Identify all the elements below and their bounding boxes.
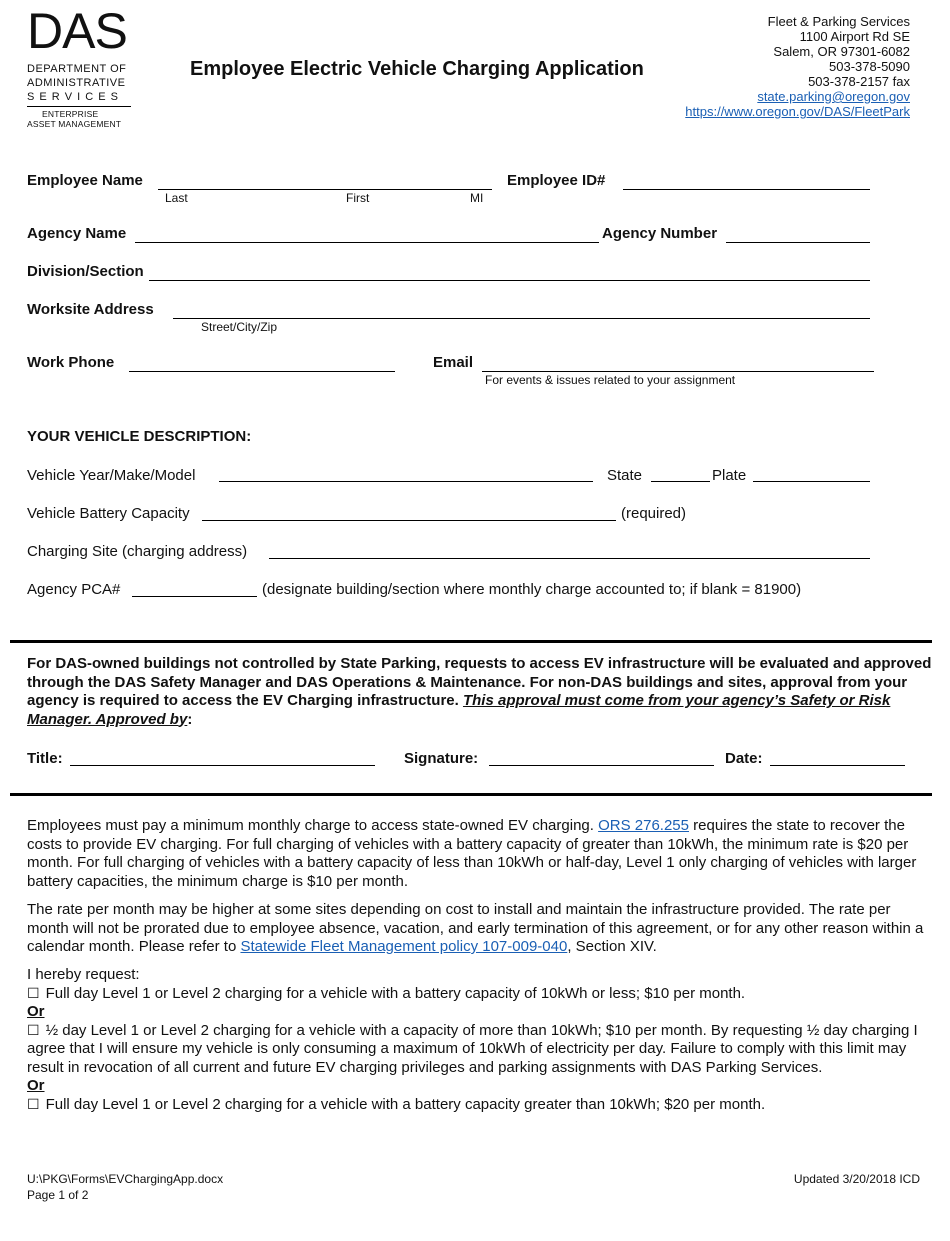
approval-date-label: Date: xyxy=(725,750,763,767)
contact-street: 1100 Airport Rd SE xyxy=(799,29,910,44)
contact-fax: 503-378-2157 fax xyxy=(808,74,910,89)
section-divider-bottom xyxy=(10,793,932,796)
paragraph-rate: The rate per month may be higher at some sites depending on cost to install and maintain the infrastructure provided. The rate per month will not be prorated due to employee absence, vacation, and early termination of this agreement, or for any other reason within a calendar month. Please refer to Statewide Fleet Management policy 107-009-040, Section XIV. xyxy=(27,901,924,955)
mi-hint: MI xyxy=(470,191,484,205)
battery-label: Vehicle Battery Capacity xyxy=(27,505,190,522)
page-title: Employee Electric Vehicle Charging Application xyxy=(190,58,644,80)
section-divider-top xyxy=(10,640,932,643)
logo-line-2: ADMINISTRATIVE xyxy=(27,77,126,89)
option-2[interactable]: ☐ ½ day Level 1 or Level 2 charging for a vehicle with a capacity of more than 10kWh; $10 per month. By requesting ½ day charging I agree that I will ensure my vehicle is only consuming a maximum of 10kWh of electricity per day. Failure to comply with this limit may result in revocation of all current and future EV charging privileges and parking assignments with DAS Parking Services. xyxy=(27,1021,918,1076)
division-label: Division/Section xyxy=(27,263,144,280)
option-1[interactable]: ☐ Full day Level 1 or Level 2 charging for a vehicle with a battery capacity of 10kWh or less; $10 per month. xyxy=(27,984,746,1002)
work-phone-label: Work Phone xyxy=(27,354,115,371)
approval-emphasis: This approval must come from your agency’s Safety or Risk Manager. Approved by xyxy=(27,692,891,728)
state-label: State xyxy=(607,467,643,484)
policy-link[interactable]: Statewide Fleet Management policy 107-009-040 xyxy=(240,938,568,955)
approval-title-label: Title: xyxy=(27,750,63,767)
approval-text: For DAS-owned buildings not controlled by State Parking, requests to access EV infrastructure will be evaluated and approved through the DAS Safety Manager and DAS Operations & Maintenance. For non-DAS buildings and sites, approval from your agency is required to access the EV Charging infrastructure. This approval must come from your agency’s Safety or Risk Manager. Approved by: xyxy=(27,655,932,728)
contact-phone: 503-378-5090 xyxy=(829,59,910,74)
logo-das: DAS xyxy=(27,3,127,59)
vehicle-heading: YOUR VEHICLE DESCRIPTION: xyxy=(27,428,252,445)
state-field[interactable] xyxy=(651,481,710,482)
pca-note: (designate building/section where monthly charge accounted to; if blank = 81900) xyxy=(262,581,802,598)
email-field[interactable] xyxy=(482,371,874,372)
plate-field[interactable] xyxy=(753,481,870,482)
battery-field[interactable] xyxy=(202,520,616,521)
ors-link[interactable]: ORS 276.255 xyxy=(598,817,689,834)
approval-signature-field[interactable] xyxy=(489,765,714,766)
vehicle-ymm-field[interactable] xyxy=(219,481,593,482)
request-section xyxy=(27,966,932,1114)
contact-block xyxy=(685,14,910,119)
employee-name-field[interactable] xyxy=(158,189,492,190)
worksite-field[interactable] xyxy=(173,318,870,319)
approval-date-field[interactable] xyxy=(770,765,905,766)
logo-line-1: DEPARTMENT OF xyxy=(27,63,127,75)
checkbox-option-3[interactable]: ☐ xyxy=(27,1096,40,1113)
pca-field[interactable] xyxy=(132,596,257,597)
request-intro: I hereby request: xyxy=(27,966,140,983)
charging-site-field[interactable] xyxy=(269,558,870,559)
vehicle-ymm-label: Vehicle Year/Make/Model xyxy=(27,467,196,484)
contact-email-link[interactable]: state.parking@oregon.gov xyxy=(757,89,910,104)
battery-required: (required) xyxy=(621,505,687,522)
or-separator-2: Or xyxy=(27,1077,45,1094)
first-hint: First xyxy=(346,191,370,205)
footer-page: Page 1 of 2 xyxy=(27,1188,89,1202)
contact-org: Fleet & Parking Services xyxy=(767,14,910,29)
agency-name-label: Agency Name xyxy=(27,225,127,242)
contact-city: Salem, OR 97301-6082 xyxy=(773,44,910,59)
email-hint: For events & issues related to your assignment xyxy=(485,373,736,387)
worksite-label: Worksite Address xyxy=(27,301,154,318)
charging-site-label: Charging Site (charging address) xyxy=(27,543,248,560)
plate-label: Plate xyxy=(712,467,747,484)
logo-line-5: ASSET MANAGEMENT xyxy=(27,119,122,129)
logo-line-3: S E R V I C E S xyxy=(27,91,120,103)
paragraph-charge: Employees must pay a minimum monthly charge to access state-owned EV charging. ORS 276.255 requires the state to recover the costs to provide EV charging. For full charging of vehicles with a battery capacity of greater than 10kWh, the minimum rate is $20 per month. For full charging of vehicles with a battery capacity of less than 10kWh or half-day, Level 1 only charging of vehicles with larger battery capacities, the minimum charge is $10 per month. xyxy=(27,817,917,890)
checkbox-option-1[interactable]: ☐ xyxy=(27,985,40,1002)
logo-divider xyxy=(27,106,131,107)
employee-id-field[interactable] xyxy=(623,189,870,190)
approval-title-field[interactable] xyxy=(70,765,375,766)
division-field[interactable] xyxy=(149,280,870,281)
email-label: Email xyxy=(433,354,474,371)
last-hint: Last xyxy=(165,191,188,205)
footer-path: U:\PKG\Forms\EVChargingApp.docx xyxy=(27,1172,224,1186)
logo-line-4: ENTERPRISE xyxy=(42,109,99,119)
approval-signature-label: Signature: xyxy=(404,750,479,767)
footer-updated: Updated 3/20/2018 ICD xyxy=(793,1172,920,1186)
employee-name-label: Employee Name xyxy=(27,172,143,189)
option-3[interactable]: ☐ Full day Level 1 or Level 2 charging for a vehicle with a battery capacity greater than 10kWh; $20 per month. xyxy=(27,1095,766,1113)
pca-label: Agency PCA# xyxy=(27,581,121,598)
worksite-hint: Street/City/Zip xyxy=(201,320,278,334)
work-phone-field[interactable] xyxy=(129,371,395,372)
agency-name-field[interactable] xyxy=(135,242,599,243)
agency-number-field[interactable] xyxy=(726,242,870,243)
contact-url-link[interactable]: https://www.oregon.gov/DAS/FleetPark xyxy=(685,104,910,119)
employee-id-label: Employee ID# xyxy=(507,172,606,189)
checkbox-option-2[interactable]: ☐ xyxy=(27,1022,40,1039)
or-separator-1: Or xyxy=(27,1003,45,1020)
agency-number-label: Agency Number xyxy=(602,225,718,242)
